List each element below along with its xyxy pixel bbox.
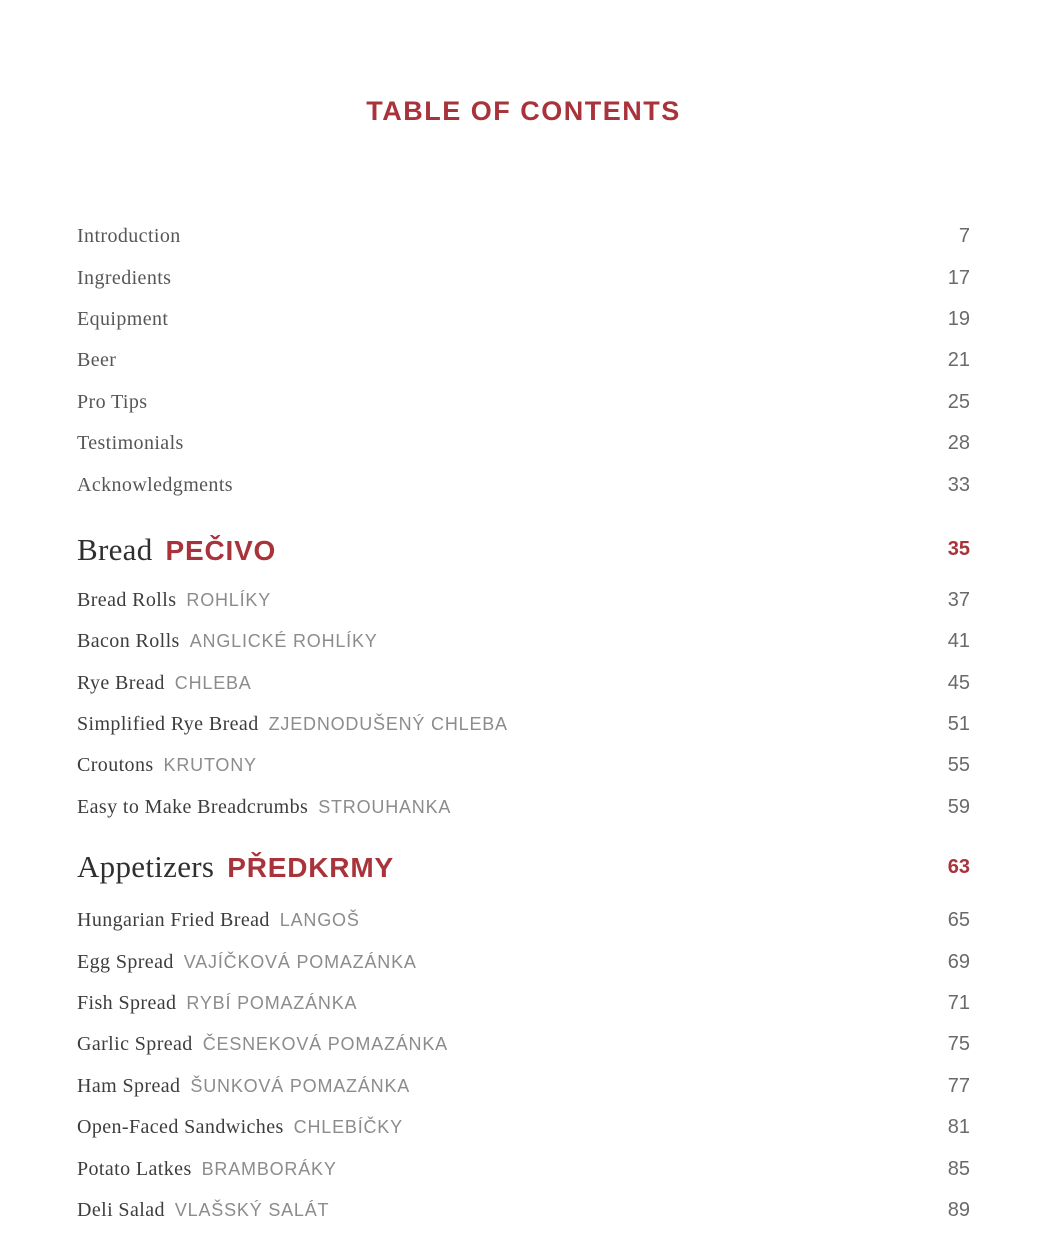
recipe-name-english: Simplified Rye Bread [77, 713, 259, 736]
front-matter-list [77, 216, 970, 506]
toc-row [77, 621, 970, 662]
toc-row [77, 382, 970, 423]
toc-page-number: 65 [947, 909, 970, 932]
toc-entry-label: Introduction [77, 225, 181, 248]
section-title-english: Appetizers [77, 849, 215, 885]
recipe-name-english: Garlic Spread [77, 1033, 193, 1056]
recipe-name-english: Bread Rolls [77, 588, 177, 611]
page-title: TABLE OF CONTENTS [366, 96, 681, 126]
appetizers-items-list [77, 900, 970, 1231]
toc-row [77, 257, 970, 298]
toc-row [77, 340, 970, 381]
toc-entry-label: Acknowledgments [77, 473, 233, 496]
toc-row [77, 580, 970, 621]
recipe-name-english: Hungarian Fried Bread [77, 909, 270, 932]
toc-page-number: 59 [947, 795, 970, 818]
recipe-name-czech: CHLEBA [174, 672, 252, 693]
toc-page-number: 55 [947, 754, 970, 777]
toc-entry-label: Beer [77, 349, 117, 372]
toc-page-number: 17 [947, 266, 970, 289]
recipe-name-czech: ROHLÍKY [186, 589, 272, 610]
toc-row [77, 1066, 970, 1107]
recipe-name-czech: STROUHANKA [318, 796, 452, 817]
toc-row [77, 941, 970, 982]
toc-page-number: 71 [947, 992, 970, 1015]
toc-row [77, 900, 970, 941]
toc-row [77, 464, 970, 505]
recipe-name-english: Easy to Make Breadcrumbs [77, 795, 309, 818]
recipe-name-czech: CHLEBÍČKY [293, 1117, 403, 1138]
recipe-name-czech: BRAMBORÁKY [201, 1158, 337, 1179]
recipe-name-english: Potato Latkes [77, 1157, 192, 1180]
toc-row [77, 1148, 970, 1189]
recipe-entry [77, 796, 451, 819]
toc-page-number: 51 [947, 713, 970, 736]
table-of-contents [77, 216, 970, 1231]
toc-page-number: 45 [947, 671, 970, 694]
toc-page-number: 25 [947, 390, 970, 413]
toc-page-number: 69 [947, 950, 970, 973]
recipe-entry [77, 992, 357, 1015]
section-page-number: 63 [947, 855, 970, 878]
recipe-entry [77, 754, 257, 777]
recipe-entry [77, 1199, 329, 1222]
toc-row [77, 299, 970, 340]
recipe-name-czech: ČESNEKOVÁ POMAZÁNKA [202, 1034, 448, 1055]
toc-page-number: 77 [947, 1074, 970, 1097]
recipe-name-czech: ZJEDNODUŠENÝ CHLEBA [268, 714, 508, 735]
bread-items-list [77, 580, 970, 828]
recipe-name-english: Rye Bread [77, 671, 165, 694]
recipe-name-czech: RYBÍ POMAZÁNKA [186, 993, 358, 1014]
section-page-number: 35 [947, 538, 970, 561]
section-title [77, 532, 276, 568]
recipe-name-czech: ŠUNKOVÁ POMAZÁNKA [190, 1075, 411, 1096]
recipe-entry [77, 713, 508, 736]
toc-row [77, 423, 970, 464]
recipe-entry [77, 951, 417, 974]
toc-page-number: 37 [947, 588, 970, 611]
toc-entry-label: Ingredients [77, 266, 172, 289]
recipe-name-english: Open-Faced Sandwiches [77, 1116, 284, 1139]
toc-page-number: 19 [947, 307, 970, 330]
recipe-entry [77, 1033, 448, 1056]
toc-page-number: 33 [947, 473, 970, 496]
toc-row [77, 216, 970, 257]
toc-row [77, 663, 970, 704]
section-title-czech: PEČIVO [165, 534, 277, 566]
toc-row [77, 1107, 970, 1148]
section-header-bread [77, 522, 970, 578]
section-title-english: Bread [77, 531, 153, 567]
toc-entry-label: Equipment [77, 307, 169, 330]
toc-entry-label: Testimonials [77, 432, 184, 455]
recipe-name-czech: ANGLICKÉ ROHLÍKY [189, 631, 378, 652]
section-title-czech: PŘEDKRMY [227, 852, 394, 884]
recipe-entry [77, 909, 360, 932]
toc-page-number: 75 [947, 1033, 970, 1056]
toc-page-number: 81 [947, 1116, 970, 1139]
toc-row [77, 1190, 970, 1231]
recipe-entry [77, 630, 378, 653]
recipe-entry [77, 1075, 410, 1098]
recipe-name-english: Bacon Rolls [77, 630, 180, 653]
recipe-name-english: Croutons [77, 754, 154, 777]
recipe-name-english: Egg Spread [77, 950, 174, 973]
recipe-name-english: Fish Spread [77, 992, 177, 1015]
toc-page-number: 89 [947, 1199, 970, 1221]
recipe-name-czech: VLAŠSKÝ SALÁT [174, 1200, 330, 1220]
recipe-name-english: Ham Spread [77, 1074, 181, 1097]
section-title [77, 849, 394, 885]
toc-page-number: 85 [947, 1157, 970, 1180]
recipe-entry [77, 1116, 403, 1139]
toc-page-number: 41 [947, 630, 970, 653]
toc-row [77, 1024, 970, 1065]
toc-row [77, 704, 970, 745]
toc-page-number: 21 [947, 349, 970, 372]
recipe-name-czech: VAJÍČKOVÁ POMAZÁNKA [183, 951, 417, 972]
recipe-name-czech: LANGOŠ [279, 910, 360, 931]
recipe-entry [77, 672, 252, 695]
toc-row [77, 745, 970, 786]
recipe-name-english: Deli Salad [77, 1199, 165, 1221]
recipe-entry [77, 1158, 337, 1181]
toc-row [77, 983, 970, 1024]
recipe-entry [77, 589, 271, 612]
toc-row [77, 787, 970, 828]
toc-page-number: 28 [947, 432, 970, 455]
section-header-appetizers [77, 839, 970, 895]
toc-entry-label: Pro Tips [77, 390, 148, 413]
toc-page-number: 7 [958, 225, 970, 248]
recipe-name-czech: KRUTONY [163, 755, 257, 776]
